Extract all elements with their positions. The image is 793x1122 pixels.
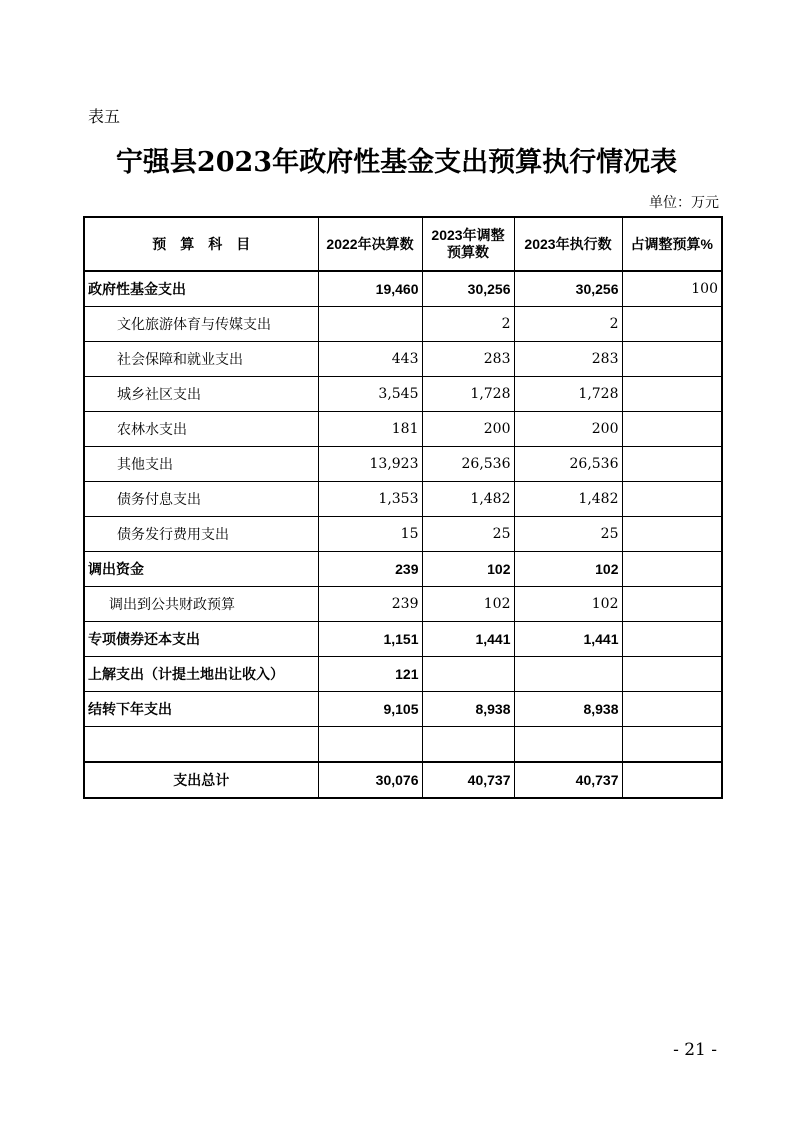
cell-executed: 8,938 (514, 692, 622, 727)
cell-pct (622, 727, 722, 763)
cell-executed: 25 (514, 517, 622, 552)
table-row (84, 517, 722, 552)
unit-label: 单位：万元 (649, 195, 719, 211)
cell-2022 (318, 307, 422, 342)
table-row (84, 342, 722, 377)
row-label: 其他支出 (84, 447, 318, 482)
cell-executed (514, 657, 622, 692)
table-row (84, 271, 722, 307)
page-title: 宁强县2023年政府性基金支出预算执行情况表 (115, 147, 678, 178)
header-2023-adjusted: 2023年调整预算数 (422, 217, 514, 271)
cell-pct (622, 622, 722, 657)
row-label: 调出资金 (84, 552, 318, 587)
row-label: 政府性基金支出 (84, 271, 318, 307)
cell-adjusted: 102 (422, 552, 514, 587)
header-2022-final: 2022年决算数 (318, 217, 422, 271)
cell-executed: 1,728 (514, 377, 622, 412)
header-2023-executed: 2023年执行数 (514, 217, 622, 271)
table-row-empty (84, 727, 722, 763)
cell-executed: 30,256 (514, 271, 622, 307)
cell-2022: 13,923 (318, 447, 422, 482)
cell-pct (622, 482, 722, 517)
cell-executed: 200 (514, 412, 622, 447)
row-label: 城乡社区支出 (84, 377, 318, 412)
table-row (84, 447, 722, 482)
row-label: 结转下年支出 (84, 692, 318, 727)
cell-2022: 443 (318, 342, 422, 377)
cell-2022: 1,151 (318, 622, 422, 657)
cell-pct (622, 517, 722, 552)
cell-executed: 1,441 (514, 622, 622, 657)
row-label: 债务发行费用支出 (84, 517, 318, 552)
table-row (84, 482, 722, 517)
table-label: 表五 (88, 107, 121, 126)
table-row (84, 412, 722, 447)
cell-executed: 283 (514, 342, 622, 377)
header-subject: 预 算 科 目 (84, 217, 318, 271)
cell-adjusted: 1,482 (422, 482, 514, 517)
cell-pct (622, 307, 722, 342)
row-label: 上解支出（计提土地出让收入） (84, 657, 318, 692)
cell-executed: 2 (514, 307, 622, 342)
total-2022: 30,076 (318, 762, 422, 798)
cell-executed (514, 727, 622, 763)
cell-adjusted: 2 (422, 307, 514, 342)
row-label: 文化旅游体育与传媒支出 (84, 307, 318, 342)
page-number: - 21 - (673, 1040, 717, 1060)
cell-adjusted: 25 (422, 517, 514, 552)
total-adjusted: 40,737 (422, 762, 514, 798)
cell-pct (622, 552, 722, 587)
cell-2022: 1,353 (318, 482, 422, 517)
cell-2022 (318, 727, 422, 763)
cell-executed: 102 (514, 587, 622, 622)
cell-pct (622, 657, 722, 692)
cell-adjusted (422, 657, 514, 692)
cell-2022: 121 (318, 657, 422, 692)
cell-2022: 181 (318, 412, 422, 447)
cell-2022: 239 (318, 587, 422, 622)
row-label: 社会保障和就业支出 (84, 342, 318, 377)
cell-pct (622, 342, 722, 377)
total-executed: 40,737 (514, 762, 622, 798)
cell-pct (622, 587, 722, 622)
cell-adjusted: 200 (422, 412, 514, 447)
cell-executed: 102 (514, 552, 622, 587)
row-label: 债务付息支出 (84, 482, 318, 517)
budget-table (83, 216, 723, 799)
table-row (84, 552, 722, 587)
cell-adjusted: 30,256 (422, 271, 514, 307)
cell-adjusted: 1,441 (422, 622, 514, 657)
table-header-row (84, 217, 722, 271)
header-pct: 占调整预算% (622, 217, 722, 271)
table-row (84, 587, 722, 622)
table-row (84, 377, 722, 412)
cell-pct: 100 (622, 271, 722, 307)
cell-2022: 15 (318, 517, 422, 552)
cell-2022: 19,460 (318, 271, 422, 307)
table-row (84, 692, 722, 727)
row-label: 农林水支出 (84, 412, 318, 447)
table-row (84, 307, 722, 342)
cell-adjusted: 8,938 (422, 692, 514, 727)
cell-adjusted: 283 (422, 342, 514, 377)
row-label: 调出到公共财政预算 (84, 587, 318, 622)
cell-pct (622, 692, 722, 727)
cell-adjusted: 26,536 (422, 447, 514, 482)
cell-2022: 3,545 (318, 377, 422, 412)
table-row (84, 657, 722, 692)
cell-executed: 26,536 (514, 447, 622, 482)
table-row (84, 622, 722, 657)
cell-2022: 9,105 (318, 692, 422, 727)
cell-2022: 239 (318, 552, 422, 587)
cell-executed: 1,482 (514, 482, 622, 517)
total-pct (622, 762, 722, 798)
row-label (84, 727, 318, 763)
table-total-row (84, 762, 722, 798)
cell-adjusted: 1,728 (422, 377, 514, 412)
cell-pct (622, 377, 722, 412)
cell-adjusted (422, 727, 514, 763)
total-label: 支出总计 (84, 762, 318, 798)
cell-adjusted: 102 (422, 587, 514, 622)
row-label: 专项债券还本支出 (84, 622, 318, 657)
cell-pct (622, 447, 722, 482)
cell-pct (622, 412, 722, 447)
